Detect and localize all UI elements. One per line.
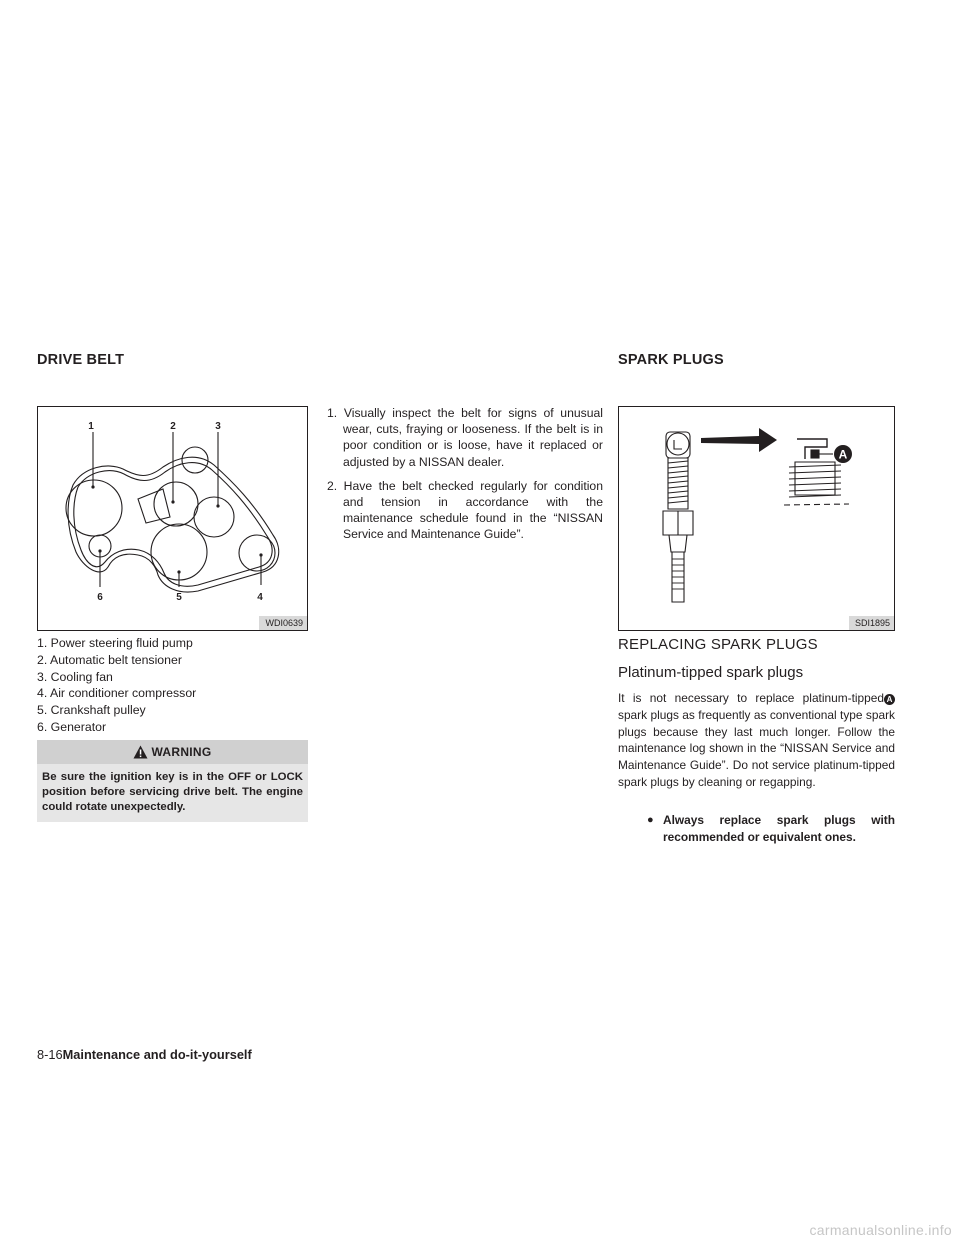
spark-plug-figure <box>618 406 895 631</box>
parts-list <box>37 635 196 736</box>
paragraph-text-start: It is not necessary to replace platinum-tipped <box>618 691 884 705</box>
section-title-spark-plugs: SPARK PLUGS <box>618 352 724 368</box>
marker-a-label: A <box>838 447 848 462</box>
label-1: 1 <box>88 421 94 432</box>
paragraph-text-rest: spark plugs as frequently as conventional type spark plugs because they last much longer. Follow the maintenance log shown in the “NISSAN Service and Maintenance Guide”. Do not service platinum-tipped spark plugs by cleaning or regapping. <box>618 707 895 789</box>
bullet-item <box>647 812 895 846</box>
warning-text: Be sure the ignition key is in the OFF or LOCK position before servicing drive belt. The engine could rotate unexpectedly. <box>37 764 308 822</box>
list-item: 4. Air conditioner compressor <box>37 686 197 701</box>
spark-plug-diagram <box>619 407 896 632</box>
list-item: 2. Have the belt checked regularly for condition and tension in accordance with the maintenance schedule found in the “NISSAN Service and Maintenance Guide”. <box>327 478 603 542</box>
arrow-icon <box>701 428 777 452</box>
label-3: 3 <box>215 421 221 432</box>
figure-id-plug: SDI1895 <box>849 616 894 630</box>
subheading-platinum-plugs: Platinum-tipped spark plugs <box>618 664 804 681</box>
heading-replacing-spark-plugs: REPLACING SPARK PLUGS <box>618 636 818 653</box>
label-6: 6 <box>97 592 103 603</box>
pulley-idler <box>182 447 208 473</box>
figure-id-belt: WDI0639 <box>259 616 307 630</box>
warning-header <box>37 740 308 764</box>
watermark: carmanualsonline.info <box>809 1222 952 1238</box>
inspection-steps <box>327 405 603 551</box>
platinum-tip <box>811 450 819 458</box>
plug-tip <box>666 432 690 458</box>
bullet-text: Always replace spark plugs with recommended or equivalent ones. <box>663 813 895 844</box>
cut-line <box>784 504 849 505</box>
plug-tip-circle <box>667 433 689 455</box>
list-item: 5. Crankshaft pulley <box>37 703 146 718</box>
label-5: 5 <box>176 592 182 603</box>
section-title-drive-belt: DRIVE BELT <box>37 352 125 368</box>
list-item: 3. Cooling fan <box>37 669 113 684</box>
warning-box <box>37 740 308 822</box>
insulator <box>669 535 687 552</box>
label-4: 4 <box>257 592 263 603</box>
pulley-4 <box>239 535 275 571</box>
list-item: 1. Power steering fluid pump <box>37 636 193 650</box>
page-footer <box>37 1047 252 1062</box>
list-item: 6. Generator <box>37 719 107 734</box>
marker-a-icon-inline: A <box>884 694 895 705</box>
pulley-3 <box>194 497 234 537</box>
chapter-title: Maintenance and do-it-yourself <box>62 1047 252 1062</box>
label-2: 2 <box>170 421 176 432</box>
warning-triangle-icon <box>133 745 148 759</box>
warning-title: WARNING <box>151 745 212 759</box>
page-number: 8-16 <box>37 1047 63 1062</box>
list-item: 1. Visually inspect the belt for signs of unusual wear, cuts, fraying or looseness. If the belt is in poor condition or is loose, have it replaced or adjusted by a NISSAN dealer. <box>327 406 603 469</box>
spark-plug-paragraph <box>618 690 895 791</box>
drive-belt-figure <box>37 406 308 631</box>
list-item: 2. Automatic belt tensioner <box>37 652 182 667</box>
drive-belt-diagram <box>38 407 309 632</box>
bullet-icon: ● <box>647 814 654 826</box>
electrode-sketch <box>674 440 682 449</box>
